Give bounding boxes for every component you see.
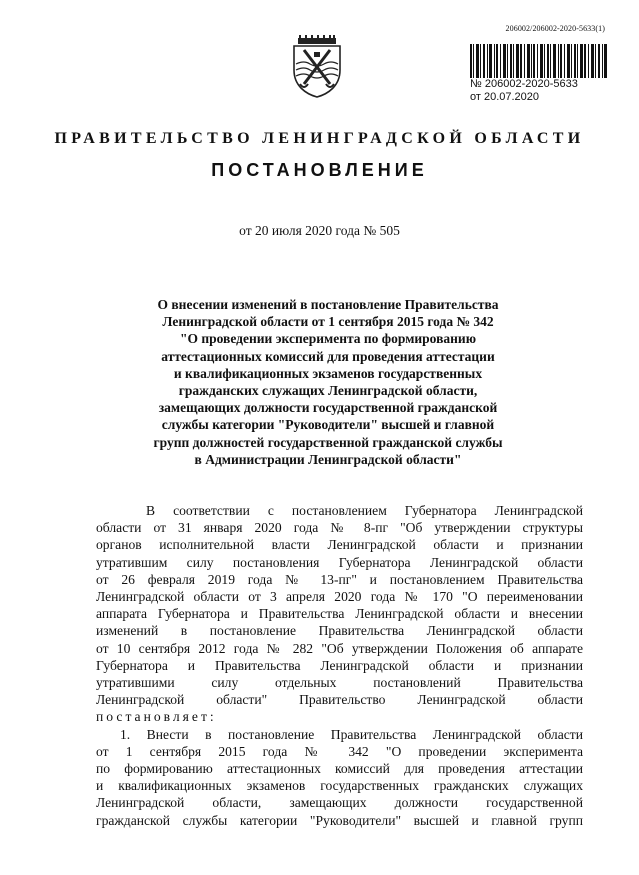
- subject-line: аттестационных комиссий для проведения аттестации: [161, 348, 495, 364]
- document-subject: [118, 296, 538, 468]
- preamble-line: аппарата Губернатора и Правительства Ленинградской области и внесении: [96, 606, 583, 622]
- document-date-number: от 20 июля 2020 года № 505: [239, 223, 400, 238]
- preamble-line: изменений в постановление Правительства Ленинградской области: [96, 623, 583, 639]
- top-reference: 206002/206002-2020-5633(1): [505, 24, 605, 33]
- subject-line: групп должностей государственной гражданской службы: [153, 434, 503, 450]
- resolves-word: постановляет:: [96, 709, 217, 725]
- registration-number: № 206002-2020-5633: [470, 78, 578, 90]
- item-line: и квалификационных экзаменов государственных гражданских служащих: [96, 778, 583, 794]
- subject-line: Ленинградской области от 1 сентября 2015 года № 342: [162, 314, 494, 330]
- item-line: гражданской службы категории "Руководители" высшей и главной групп: [96, 812, 583, 828]
- preamble-line: от 10 сентября 2012 года № 282 "Об утверждении Положения об аппарате: [96, 640, 583, 656]
- preamble-line: области от 31 января 2020 года № 8-пг "Об утверждении структуры: [96, 520, 583, 536]
- subject-line: О внесении изменений в постановление Правительства: [157, 297, 499, 312]
- subject-line: в Администрации Ленинградской области": [194, 451, 462, 467]
- barcode-icon: [470, 44, 608, 78]
- government-title: ПРАВИТЕЛЬСТВО ЛЕНИНГРАДСКОЙ ОБЛАСТИ: [54, 130, 585, 147]
- subject-line: замещающих должности государственной гражданской: [158, 400, 498, 416]
- subject-line: службы категории "Руководители" высшей и главной: [161, 417, 495, 433]
- item-line: по формированию аттестационных комиссий для проведения аттестации: [96, 761, 583, 777]
- preamble-line: В соответствии с постановлением Губернатора Ленинградской: [146, 503, 583, 518]
- subject-line: гражданских служащих Ленинградской области,: [178, 383, 478, 399]
- item-line: 1. Внести в постановление Правительства Ленинградской области: [120, 726, 583, 742]
- subject-line: "О проведении эксперимента по формированию: [179, 331, 477, 347]
- subject-line: и квалификационных экзаменов государственных: [173, 365, 483, 381]
- item-line: от 1 сентября 2015 года № 342 "О проведении эксперимента: [96, 743, 583, 759]
- preamble-line: утратившими силу отдельных постановлений Правительства: [96, 675, 583, 691]
- preamble-line: Ленинградской области от 3 апреля 2020 года № 170 "О переименовании: [96, 589, 583, 605]
- registration-block: [470, 44, 620, 104]
- item-line: Ленинградской области, замещающих должности государственной: [96, 795, 583, 811]
- preamble-line: от 26 февраля 2019 года № 13-пг" и постановлением Правительства: [96, 571, 583, 587]
- leningrad-oblast-coat-of-arms-icon: [290, 34, 344, 98]
- document-kind: ПОСТАНОВЛЕНИЕ: [211, 160, 428, 180]
- preamble-line: органов исполнительной власти Ленинградской области и признании: [96, 537, 583, 553]
- preamble-line: утратившим силу постановления Губернатора Ленинградской области: [96, 554, 583, 570]
- preamble-line: Ленинградской области" Правительство Ленинградской области: [96, 692, 583, 708]
- preamble-line: Губернатора и Правительства Ленинградской области и признании: [96, 657, 583, 673]
- document-body: [96, 502, 583, 829]
- registration-date: от 20.07.2020: [470, 91, 540, 103]
